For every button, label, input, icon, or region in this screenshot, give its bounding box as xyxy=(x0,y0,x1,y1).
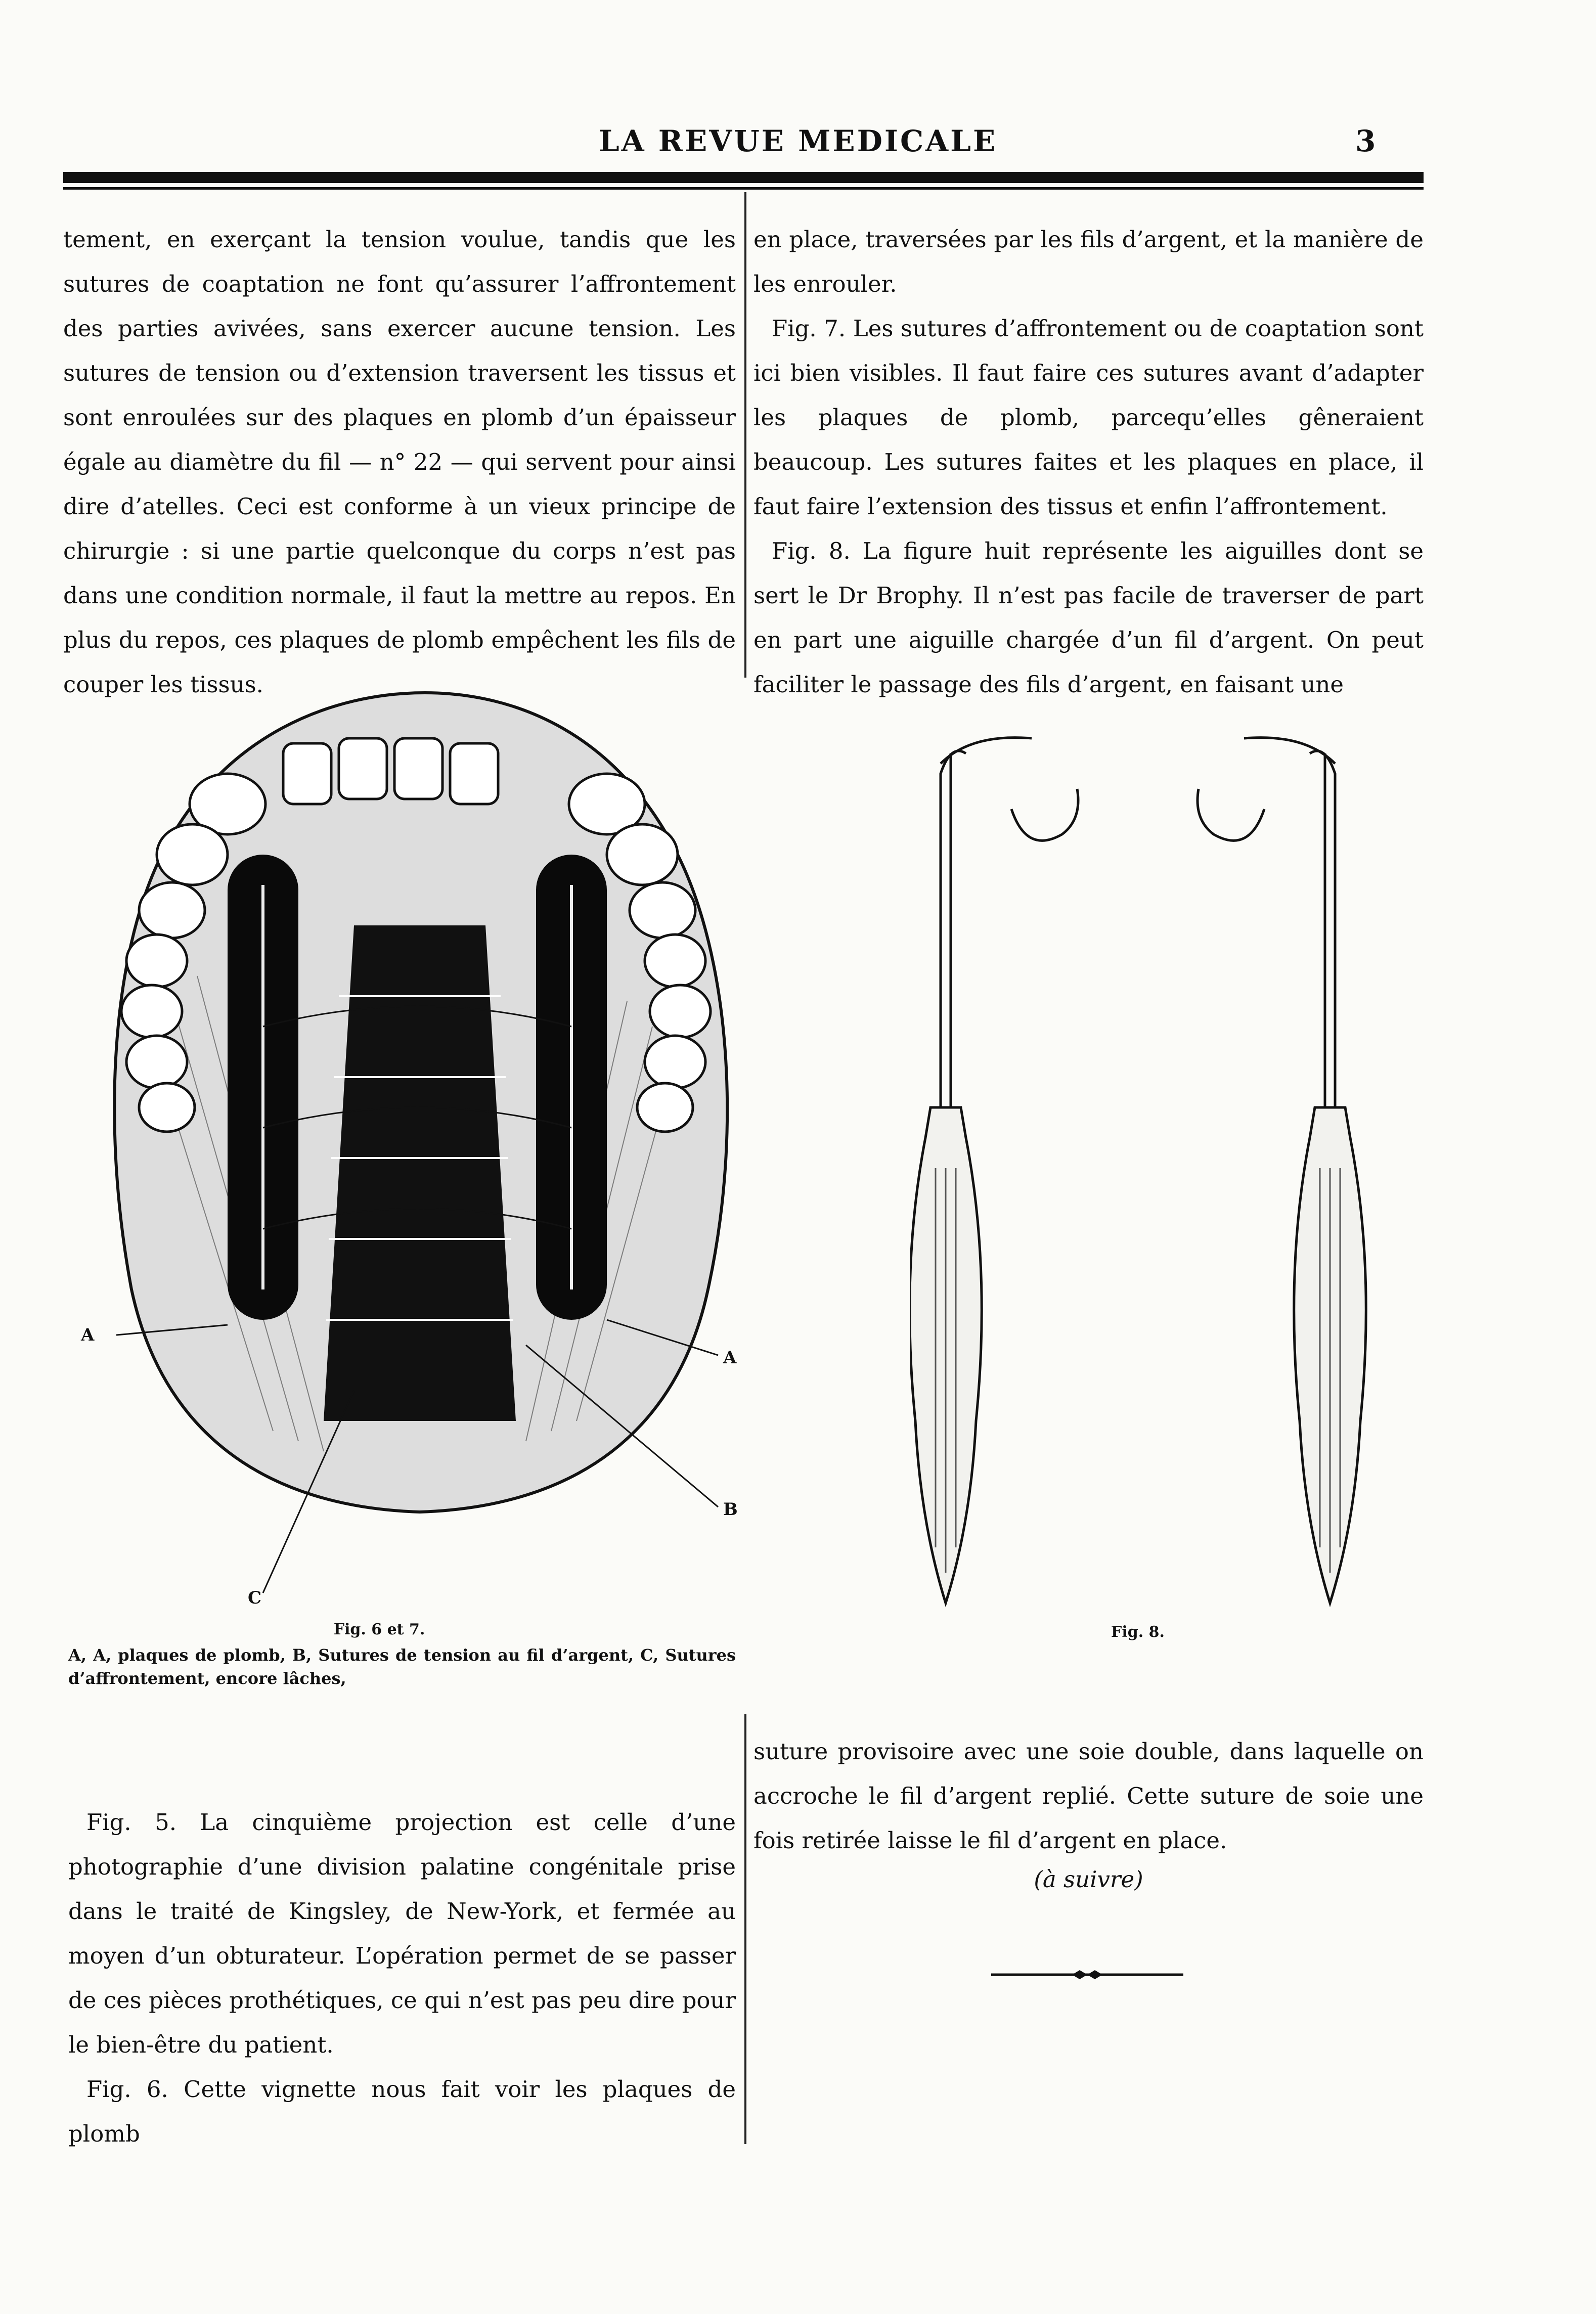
page-number: 3 xyxy=(1355,124,1376,158)
label-c: C xyxy=(248,1588,262,1608)
label-b: B xyxy=(723,1499,738,1520)
palate-illustration xyxy=(71,673,769,1633)
figure-caption-8: Fig. 8. xyxy=(1111,1623,1165,1641)
paragraph: suture provisoire avec une soie double, dans laquelle on accroche le fil d’argent replié. Cette suture de soie une fois retirée laisse le fil d’argent en place. xyxy=(753,1738,1424,1854)
top-right-column xyxy=(753,217,1424,707)
figure-legend: A, A, plaques de plomb, B, Sutures de tension au fil d’argent, C, Sutures d’affrontement, encore lâches, xyxy=(68,1645,736,1688)
bottom-right-column xyxy=(753,1729,1424,1863)
header-rule xyxy=(63,172,1424,183)
header-rule-thin xyxy=(63,187,1424,190)
paragraph: Fig. 6. Cette vignette nous fait voir les plaques de plomb xyxy=(68,2076,736,2147)
paragraph: tement, en exerçant la tension voulue, tandis que les sutures de coaptation ne font qu’assurer l’affrontement des parties avivées, sans exercer aucune tension. Les sutures de tension ou d’extension traversent les tissus et sont enroulées sur des plaques en plomb d’un épaisseur égale au diamètre du fil — n° 22 — qui servent pour ainsi dire d’atelles. Ceci est conforme à un vieux principe de chirurgie : si une partie quelconque du corps n’est pas dans une condition normale, il faut la mettre au repos. En plus du repos, ces plaques de plomb empêchent les fils de couper les tissus. xyxy=(63,226,736,698)
top-left-column xyxy=(63,217,736,707)
label-a-right: A xyxy=(723,1348,737,1368)
ornament-divider xyxy=(991,1967,1183,1982)
journal-title: LA REVUE MEDICALE xyxy=(598,124,998,158)
paragraph: Fig. 7. Les sutures d’affrontement ou de coaptation sont ici bien visibles. Il faut faire ces sutures avant d’adapter les plaques de plomb, parcequ’elles gêneraient beaucoup. Les sutures faites et les plaques en place, il faut faire l’extension des tissus et enfin l’affrontement. xyxy=(753,315,1424,520)
column-divider-top xyxy=(744,192,746,678)
paragraph: en place, traversées par les fils d’argent, et la manière de les enrouler. xyxy=(753,226,1424,297)
column-divider-bottom xyxy=(744,1714,746,2144)
paragraph: Fig. 5. La cinquième projection est celle d’une photographie d’une division palatine congénitale prise dans le traité de Kingsley, de New-York, et fermée au moyen d’un obturateur. L’opération permet de se passer de ces pièces prothétiques, ce qui n’est pas peu dire pour le bien-être du patient. xyxy=(68,1809,736,2058)
label-a-left: A xyxy=(81,1325,95,1345)
bottom-left-column xyxy=(68,1800,736,2156)
paragraph: Fig. 8. La figure huit représente les aiguilles dont se sert le Dr Brophy. Il n’est pas facile de traverser de part en part une aiguille chargée d’un fil d’argent. On peut faciliter le passage des fils d’argent, en faisant une xyxy=(753,538,1424,698)
figure-caption-6-7: Fig. 6 et 7. xyxy=(333,1621,425,1638)
continuation-note: (à suivre) xyxy=(1034,1866,1143,1893)
needles-illustration xyxy=(910,713,1441,1633)
